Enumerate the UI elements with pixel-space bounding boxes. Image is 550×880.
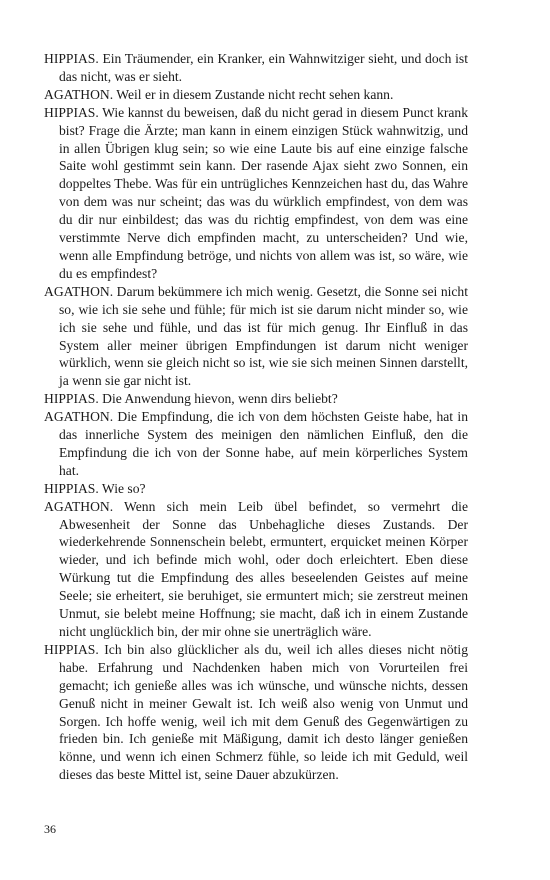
- speech-hippias-4: HIPPIAS. Wie so?: [44, 480, 146, 496]
- page-number: 36: [44, 822, 56, 836]
- speech-agathon-2: AGATHON. Darum bekümmere ich mich wenig. Gesetzt, die Sonne sei nicht so, wie ich sie sehe und fühle; für mich ist sie darum nicht minder so, wie ich sie sehe und fühle, und das ist für mich genug. Ihr Einfluß in das System aller meiner übrigen Empfindungen ist darum nicht weniger würklich, wenn sie gleich nicht so ist, wie sie sich meinen Sinnen darstellt, ja wenn sie gar nicht ist.: [44, 283, 468, 389]
- speech-hippias-2: HIPPIAS. Wie kannst du beweisen, daß du nicht gerad in diesem Punct krank bist? Frage die Ärzte; man kann in einem einzigen Stück wahnwitzig, und in allen Übrigen klug sein; so wie eine Laute bis auf eine einzige falsche Saite wohl gestimmt sein kann. Der rasende Ajax sieht zwo Sonnen, ein doppeltes Thebe. Was für ein untrügliches Kennzeichen hast du, das Wahre von dem was nur scheint; das was du würklich empfindest, von dem was du dir nur einbildest; das was du richtig empfindest, von dem was eine verstimmte Nerve dich empfinden macht, zu unterscheiden? Und wie, wenn alle Empfindung betröge, und nichts von allem was ist, so wäre, wie du es empfindest?: [44, 104, 468, 281]
- speech-hippias-1: HIPPIAS. Ein Träumender, ein Kranker, ein Wahnwitziger sieht, und doch ist das nicht, was er sieht.: [44, 51, 468, 84]
- speech-hippias-5: HIPPIAS. Ich bin also glücklicher als du, weil ich alles dieses nicht nötig habe. Erfahrung und Nachdenken haben mich von Vorurteilen frei gemacht; ich genieße alles was ich wünsche, und wünsche nichts, dessen Genuß nicht in meiner Gewalt ist. Ich weiß also wenig von Unmut und Sorgen. Ich hoffe wenig, weil ich mit dem Genuß des Gegenwärtigen zu frieden bin. Ich genieße mit Mäßigung, damit ich desto länger genießen könne, und wenn ich einen Schmerz fühle, so leide ich mit Geduld, weil dieses das beste Mittel ist, seine Dauer abzukürzen.: [44, 641, 468, 783]
- speech-agathon-1: AGATHON. Weil er in diesem Zustande nicht recht sehen kann.: [44, 86, 394, 102]
- book-page-text: [44, 50, 468, 784]
- speech-agathon-3: AGATHON. Die Empfindung, die ich von dem höchsten Geiste habe, hat in das innerliche System des meinigen den nämlichen Einfluß, den die Empfindung die ich von der Sonne habe, auf mein körperliches System hat.: [44, 409, 468, 478]
- speech-hippias-3: HIPPIAS. Die Anwendung hievon, wenn dirs beliebt?: [44, 391, 338, 407]
- speech-agathon-4: AGATHON. Wenn sich mein Leib übel befindet, so vermehrt die Abwesenheit der Sonne das Unbehagliche dieses Zustands. Der wiederkehrende Sonnenschein belebt, ermuntert, erquicket meinen Körper wieder, und ich befinde mich wohl, oder doch erleichtert. Eben diese Würkung tut die Empfindung des alles beseelenden Geistes auf meine Seele; sie erheitert, sie beruhiget, sie ermuntert mich; sie zerstreut meinen Unmut, sie belebt meine Hoffnung; sie macht, daß ich in einem Zustande nicht unglücklich bin, der mir ohne sie unerträglich wäre.: [44, 498, 468, 639]
